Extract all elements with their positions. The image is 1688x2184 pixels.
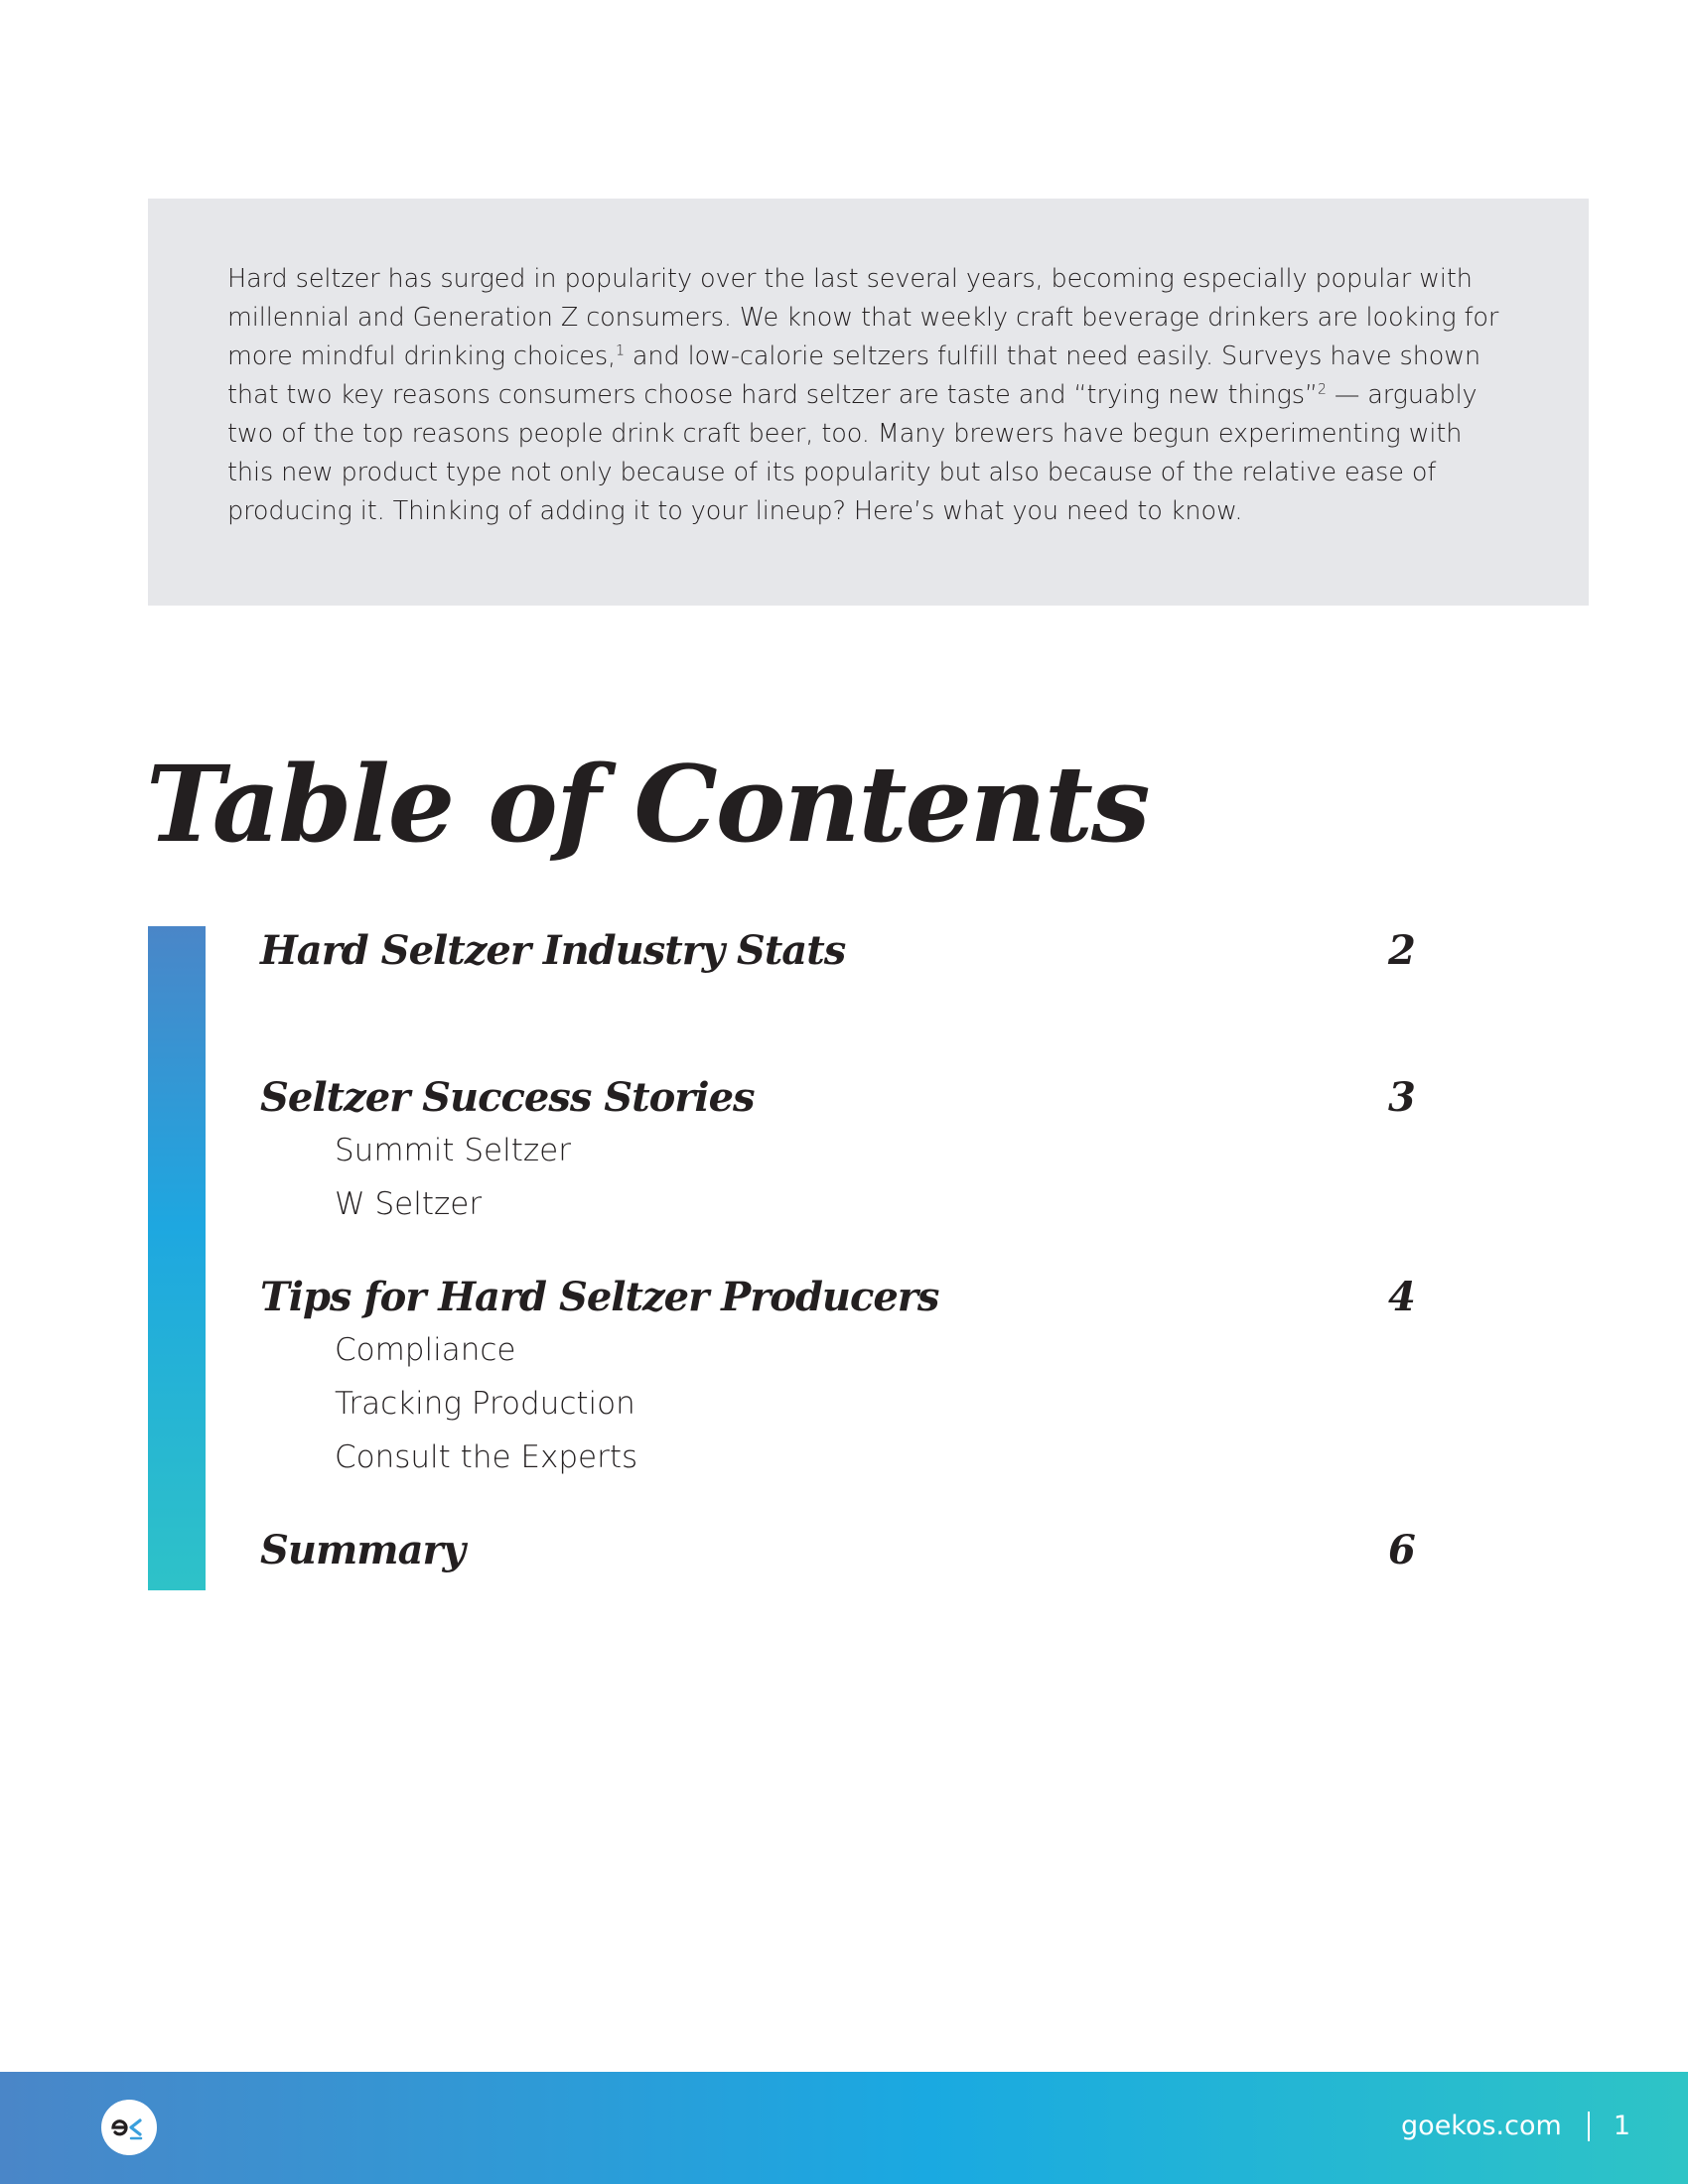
toc-section-summary xyxy=(260,1523,1422,1582)
footer-site-link[interactable]: goekos.com xyxy=(1401,2111,1562,2141)
ekos-logo-icon xyxy=(101,2100,157,2155)
page-footer xyxy=(0,2072,1688,2184)
ekos-logo-mark xyxy=(109,2113,149,2142)
footer-divider xyxy=(1588,2112,1590,2141)
toc-heading[interactable]: Tips for Hard Seltzer Producers xyxy=(260,1274,939,1320)
intro-text-part-2: and low-calorie seltzers fulfill that need easily. Surveys have shown that two key reasons consumers choose hard seltzer are taste and “trying new things” xyxy=(227,341,1481,410)
toc-page-number[interactable]: 3 xyxy=(1388,1074,1416,1121)
toc-subsection[interactable]: Consult the Experts xyxy=(335,1439,638,1475)
toc-entry[interactable] xyxy=(260,1270,1422,1329)
toc-subsection-list xyxy=(260,1323,1422,1484)
toc-subsection[interactable]: Compliance xyxy=(335,1332,516,1368)
toc-section-success-stories xyxy=(260,1070,1422,1231)
toc-subsection[interactable]: Tracking Production xyxy=(335,1386,635,1422)
toc-page-number[interactable]: 4 xyxy=(1388,1274,1416,1320)
toc-title: Table of Contents xyxy=(146,742,1149,866)
toc-heading[interactable]: Hard Seltzer Industry Stats xyxy=(260,927,846,974)
footer-right xyxy=(1401,2102,1630,2151)
toc-accent-bar xyxy=(148,926,206,1590)
toc-subsection[interactable]: W Seltzer xyxy=(335,1186,483,1222)
toc-page-number[interactable]: 2 xyxy=(1388,927,1416,974)
toc-heading[interactable]: Seltzer Success Stories xyxy=(260,1074,755,1121)
toc-section-producer-tips xyxy=(260,1270,1422,1484)
toc-page-number[interactable]: 6 xyxy=(1388,1527,1416,1573)
toc-entry[interactable] xyxy=(260,1523,1422,1582)
toc-entry[interactable] xyxy=(260,1070,1422,1130)
footnote-2-marker[interactable]: 2 xyxy=(1318,381,1327,398)
intro-text-part-1: Hard seltzer has surged in popularity over the last several years, becoming especially popular with millennial and Generation Z consumers. We know that weekly craft beverage drinkers are looking for more mindful drinking choices, xyxy=(227,264,1499,371)
intro-text-part-3: — arguably two of the top reasons people drink craft beer, too. Many brewers have begun experimenting with this new product type not only because of its popularity but also because of the relative ease of producing it. Thinking of adding it to your lineup? Here’s what you need to know. xyxy=(227,380,1477,526)
footnote-1-marker[interactable]: 1 xyxy=(616,342,625,359)
toc-subsection-list xyxy=(260,1124,1422,1231)
intro-box xyxy=(148,199,1589,606)
toc-section-industry-stats xyxy=(260,923,1422,983)
footer-page-number: 1 xyxy=(1613,2111,1630,2141)
toc-entry[interactable] xyxy=(260,923,1422,983)
intro-paragraph xyxy=(227,260,1508,531)
toc-heading[interactable]: Summary xyxy=(260,1527,465,1573)
toc-subsection[interactable]: Summit Seltzer xyxy=(335,1133,571,1168)
